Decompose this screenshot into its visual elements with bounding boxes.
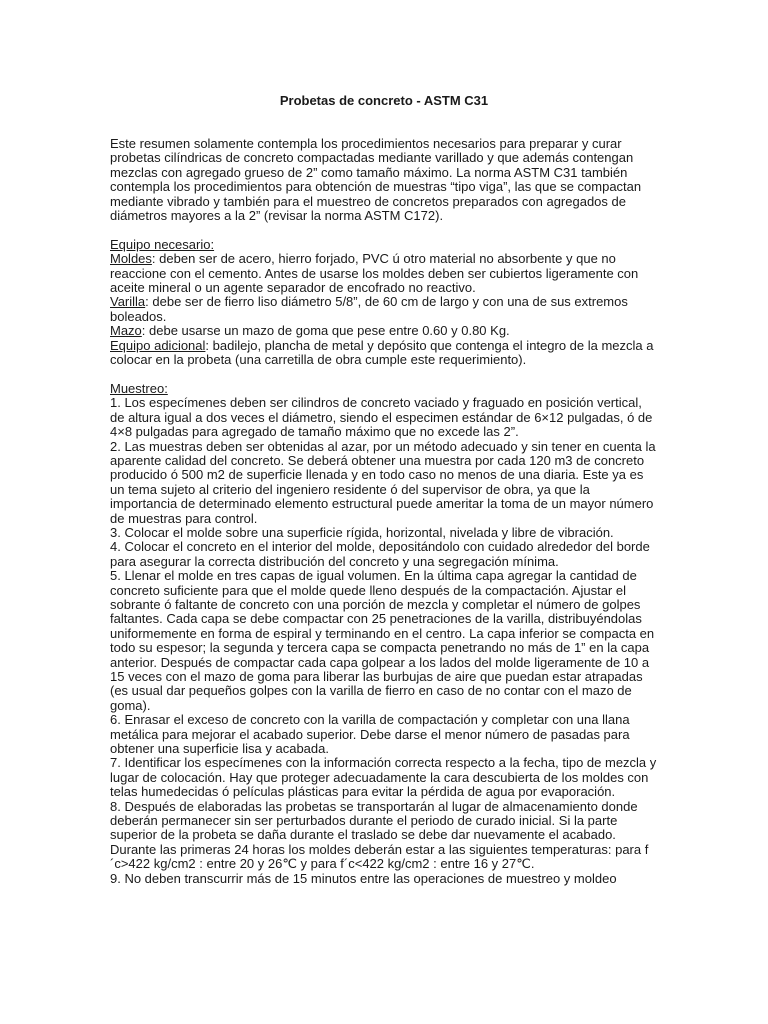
document-page bbox=[110, 93, 658, 886]
sampling-section bbox=[110, 382, 658, 886]
equipment-term: Varilla bbox=[110, 294, 146, 310]
sampling-heading: Muestreo: bbox=[110, 380, 168, 396]
equipment-item-mazo bbox=[110, 324, 658, 338]
equipment-item-varilla bbox=[110, 295, 658, 324]
list-item: 5. Llenar el molde en tres capas de igual volumen. En la última capa agregar la cantidad de concreto suficiente para que el molde quede lleno después de la compactación. Ajustar el sobrante ó faltante de concreto con una porción de mezcla y completar el número de golpes faltantes. Cada capa se debe compactar con 25 penetraciones de la varilla, distribuyéndolas uniformemente en forma de espiral y terminando en el centro. La capa inferior se compacta en todo su espesor; la segunda y tercera capa se compacta penetrando no más de 1” en la capa anterior. Después de compactar cada capa golpear a los lados del molde ligeramente de 10 a 15 veces con el mazo de goma para liberar las burbujas de aire que puedan estar atrapadas (es usual dar pequeños golpes con la varilla de fierro en caso de no contar con el mazo de goma). bbox=[110, 568, 655, 713]
list-item: 7. Identificar los especímenes con la información correcta respecto a la fecha, tipo de mezcla y lugar de colocación. Hay que proteger adecuadamente la cara descubierta de los moldes con telas humedecidas ó películas plásticas para evitar la pérdida de agua por evaporación. bbox=[110, 755, 657, 800]
list-item: 1. Los especímenes deben ser cilindros de concreto vaciado y fraguado en posición vertical, de altura igual a dos veces el diámetro, siendo el especimen estándar de 6×12 pulgadas, ó de 4×8 pulgadas para agregado de tamaño máximo que no excede las 2”. bbox=[110, 395, 653, 440]
equipment-section bbox=[110, 238, 658, 368]
list-item: 9. No deben transcurrir más de 15 minutos entre las operaciones de muestreo y moldeo bbox=[110, 870, 617, 886]
list-item: 3. Colocar el molde sobre una superficie rígida, horizontal, nivelada y libre de vibración. bbox=[110, 524, 614, 540]
equipment-text: : debe ser de fierro liso diámetro 5/8”, de 60 cm de largo y con una de sus extremos boleados. bbox=[110, 294, 628, 324]
list-item: 2. Las muestras deben ser obtenidas al azar, por un método adecuado y sin tener en cuenta la aparente calidad del concreto. Se deberá obtener una muestra por cada 120 m3 de concreto producido ó 500 m2 de superficie llenada y en todo caso no menos de una diaria. Este ya es un tema sujeto al criterio del ingeniero residente ó del supervisor de obra, ya que la importancia de determinado elemento estructural puede ameritar la toma de un mayor número de muestras para control. bbox=[110, 438, 656, 526]
sampling-list bbox=[110, 396, 658, 886]
equipment-text: : deben ser de acero, hierro forjado, PVC ú otro material no absorbente y que no reaccione con el cemento. Antes de usarse los moldes deben ser cubiertos ligeramente con aceite mineral o un agente separador de encofrado no reactivo. bbox=[110, 251, 639, 296]
intro-paragraph: Este resumen solamente contempla los procedimientos necesarios para preparar y curar probetas cilíndricas de concreto compactadas mediante varillado y que además contengan mezclas con agregado grueso de 2” como tamaño máximo. La norma ASTM C31 también contempla los procedimientos para obtención de muestras “tipo viga”, las que se compactan mediante vibrado y también para el muestreo de concretos preparados con agregados de diámetros mayores a la 2” (revisar la norma ASTM C172). bbox=[110, 136, 642, 224]
equipment-text: : debe usarse un mazo de goma que pese entre 0.60 y 0.80 Kg. bbox=[141, 323, 510, 339]
document-title: Probetas de concreto - ASTM C31 bbox=[279, 93, 489, 108]
equipment-term: Mazo bbox=[110, 323, 142, 339]
equipment-item-moldes bbox=[110, 252, 658, 295]
list-item: 4. Colocar el concreto en el interior del molde, depositándolo con cuidado alrededor del borde para asegurar la correcta distribución del concreto y una segregación mínima. bbox=[110, 539, 650, 569]
list-item: 6. Enrasar el exceso de concreto con la varilla de compactación y completar con una llana metálica para mejorar el acabado superior. Debe darse el menor número de pasadas para obtener una superficie lisa y acabada. bbox=[110, 712, 630, 757]
equipment-term: Moldes bbox=[110, 251, 152, 267]
list-item: 8. Después de elaboradas las probetas se transportarán al lugar de almacenamiento donde deberán permanecer sin ser perturbados durante el periodo de curado inicial. Si la parte superior de la probeta se daña durante el traslado se debe dar nuevamente el acabado. Durante las primeras 24 horas los moldes deberán estar a las siguientes temperaturas: para f´c>422 kg/cm2 : entre 20 y 26℃ y para f´c<422 kg/cm2 : entre 16 y 27℃. bbox=[110, 798, 649, 872]
equipment-item-adicional bbox=[110, 339, 658, 368]
equipment-text: : badilejo, plancha de metal y depósito que contenga el integro de la mezcla a colocar en la probeta (una carretilla de obra cumple este requerimiento). bbox=[110, 337, 654, 368]
equipment-term: Equipo adicional bbox=[110, 337, 206, 353]
equipment-heading: Equipo necesario: bbox=[110, 236, 215, 252]
